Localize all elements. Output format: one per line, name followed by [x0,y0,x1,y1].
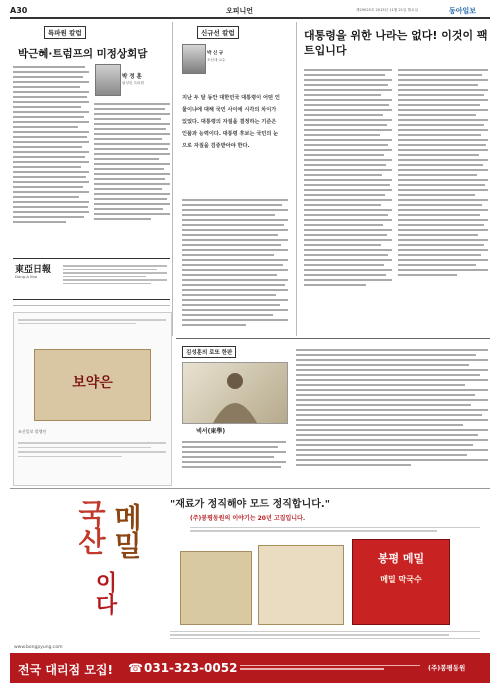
ad-box-left [13,312,172,486]
ad-subline: (주)봉평동원의 이야기는 20년 고집입니다. [190,515,306,522]
product-name: 메밀 막국수 [380,575,422,584]
bottom-ad [10,488,490,685]
ad-top-text [18,317,166,326]
section-title: 오피니언 [226,7,254,15]
vertical-word: 이다 [92,571,118,615]
ad-website[interactable]: www.bongpyung.com [14,645,63,650]
column-label: 신규선 칼럼 [197,26,239,39]
column-label: 김성훈의 로또 한판 [182,346,236,358]
figure-drawing-icon [183,363,287,423]
author-title: 조선대 교수 [207,58,226,62]
ad-contact-bar [10,653,490,683]
header-rule [10,17,490,19]
author-photo [182,44,206,74]
author-name: 박 정 훈 [122,74,142,80]
masthead-footer-rule [13,305,170,306]
masthead-sub: Dong-A Ilbo [15,274,38,279]
column-label: 특파원 칼럼 [44,26,86,39]
masthead-name: 東亞日報 [15,265,52,275]
ad-caption: 조선일보 발행인 [18,429,47,434]
paper-name: 동아일보 [449,7,477,15]
column-headline: 박근혜·트럼프의 미정상회담 [18,48,148,60]
column-body [304,66,392,336]
column-body [398,66,488,336]
author-title: 워싱턴 특파원 [122,81,144,85]
vertical-word: 메밀 [110,503,143,559]
product-box [258,545,344,625]
column-headline: 대통령을 위한 나라는 없다! 이것이 팩트입니다 [304,29,488,57]
ad-company: (주)봉평동원 [428,664,466,672]
column-separator [296,22,297,336]
ad-phone-label: 전국 대리점 모집! [18,663,113,677]
product-box [352,539,450,625]
column-separator [172,22,173,336]
author-photo [95,64,121,96]
section-rule [176,338,490,339]
ad-product-box [34,349,151,421]
ad-vertical-text [70,499,150,634]
column-body [182,438,286,484]
column-body [182,196,288,336]
column-body [296,346,488,484]
ad-headline: "재료가 정직해야 모드 정직합니다." [170,499,330,510]
illustration [182,362,288,424]
phone-icon: ☎ [128,661,143,675]
masthead-box [13,258,170,300]
vertical-word: 국산 [74,499,107,555]
column-body-right [94,100,170,250]
column-pullquote: 지난 두 달 동안 대한민국 대통령이 어떤 인물이냐에 대해 국민 사이에 시각의 차이가 있었다. 대통령의 자질을 결정하는 기준은 인품과 능력이다. 대통령 후보는 국민의 눈으로 자질을 검증받아야 한다. [182,95,280,149]
product-box [180,551,252,625]
ad-logo: 보약은 [72,375,113,391]
page-number: A30 [10,6,28,15]
author-name: 박 신 규 [207,51,224,56]
column-body [13,64,89,250]
product-brand: 봉평 메밀 [377,552,425,565]
ad-phone-number[interactable]: 031-323-0052 [144,661,238,675]
column-headline: 넥서(東學) [196,428,226,435]
date-info: 제29025호 2015년 11월 21일 월요일 [356,8,419,12]
